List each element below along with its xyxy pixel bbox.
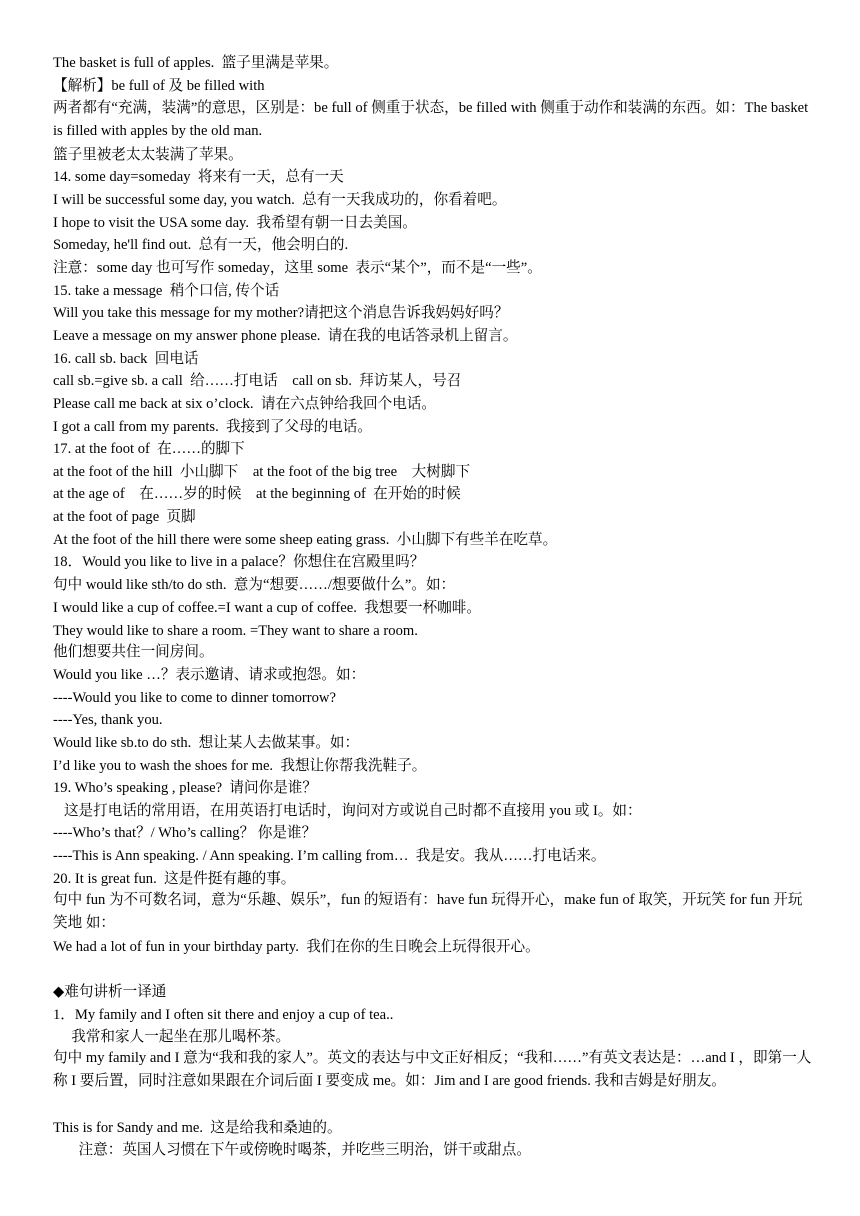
text-line: Would you like …？表示邀请、请求或抱怨。如： [53,667,366,683]
dialogue-line: ----This is Ann speaking. / Ann speaking. I’m calling from… 我是安。我从……打电话来。 [53,848,606,864]
text-line: 篮子里被老太太装满了苹果。 [53,147,243,163]
text-line: I will be successful some day, you watch. 总有一天我成功的，你看着吧。 [53,192,507,208]
text-line: At the foot of the hill there were some sheep eating grass. 小山脚下有些羊在吃草。 [53,532,558,548]
text-paragraph: 两者都有“充满，装满”的意思，区别是：be full of 侧重于状态，be filled with 侧重于动作和装满的东西。如：The basket is filled with apples by the old man. [53,100,809,139]
section-heading: 18．Would you like to live in a palace？你想住在宫殿里吗？ [53,554,425,570]
dialogue-line: ----Who’s that？/ Who’s calling？ 你是谁？ [53,825,317,841]
text-line: call sb.=give sb. a call 给……打电话 call on sb. 拜访某人，号召 [53,373,462,389]
text-line: I got a call from my parents. 我接到了父母的电话。 [53,419,372,435]
text-line: I would like a cup of coffee.=I want a cup of coffee. 我想要一杯咖啡。 [53,600,481,616]
text-line: 这是打电话的常用语，在用英语打电话时，询问对方或说自己时都不直接用 you 或 I。如： [53,803,642,819]
section-heading: 20. It is great fun. 这是件挺有趣的事。 [53,871,296,887]
text-line: 我常和家人一起坐在那儿喝杯茶。 [53,1029,291,1045]
text-line: Someday, he'll find out. 总有一天，他会明白的. [53,237,349,253]
text-line: at the age of 在……岁的时候 at the beginning of 在开始的时候 [53,486,461,502]
section-heading: 15. take a message 稍个口信, 传个话 [53,283,280,299]
text-line: We had a lot of fun in your birthday party. 我们在你的生日晚会上玩得很开心。 [53,939,540,955]
analysis-heading: 【解析】be full of 及 be filled with [53,78,265,94]
text-paragraph: 句中 fun 为不可数名词，意为“乐趣、娱乐”，fun 的短语有：have fun 玩得开心，make fun of 取笑，开玩笑 for fun 开玩笑地 如： [53,892,803,931]
section-heading: 17. at the foot of 在……的脚下 [53,441,245,457]
text-line: I hope to visit the USA some day. 我希望有朝一日去美国。 [53,215,417,231]
section-heading: 19. Who’s speaking , please? 请问你是谁？ [53,780,317,796]
text-line: The basket is full of apples. 篮子里满是苹果。 [53,55,339,71]
section-heading: ◆难句讲析一译通 [53,984,167,1000]
section-heading: 16. call sb. back 回电话 [53,351,199,367]
text-line: 句中 would like sth/to do sth. 意为“想要……/想要做什么”。如： [53,577,456,593]
text-line: They would like to share a room. =They want to share a room. [53,623,418,639]
text-line: I’d like you to wash the shoes for me. 我想让你帮我洗鞋子。 [53,758,427,774]
text-paragraph: 句中 my family and I 意为“我和我的家人”。英文的表达与中文正好相反；“我和……”有英文表达是：…and I ，即第一人称 I 要后置，同时注意如果跟在介词后面 I 要变成 me。如：Jim and I are good friends. 我和吉姆是好朋友。 [53,1050,812,1089]
text-line: Leave a message on my answer phone please. 请在我的电话答录机上留言。 [53,328,518,344]
text-line: at the foot of the hill 小山脚下 at the foot of the big tree 大树脚下 [53,464,471,480]
note-line: 注意：英国人习惯在下午或傍晚时喝茶，并吃些三明治，饼干或甜点。 [53,1142,531,1158]
sentence-heading: 1．My family and I often sit there and enjoy a cup of tea.. [53,1007,394,1023]
text-line: Please call me back at six o’clock. 请在六点钟给我回个电话。 [53,396,437,412]
dialogue-line: ----Yes, thank you. [53,712,163,728]
text-line: Will you take this message for my mother?请把这个消息告诉我妈妈好吗？ [53,305,509,321]
text-line: 他们想要共住一间房间。 [53,644,214,660]
text-line: This is for Sandy and me. 这是给我和桑迪的。 [53,1120,342,1136]
text-line: Would like sb.to do sth. 想让某人去做某事。如： [53,735,360,751]
note-line: 注意：some day 也可写作 someday，这里 some 表示“某个”，而不是“一些”。 [53,260,542,276]
section-heading: 14. some day=someday 将来有一天，总有一天 [53,169,344,185]
text-line: at the foot of page 页脚 [53,509,196,525]
dialogue-line: ----Would you like to come to dinner tomorrow? [53,690,336,706]
